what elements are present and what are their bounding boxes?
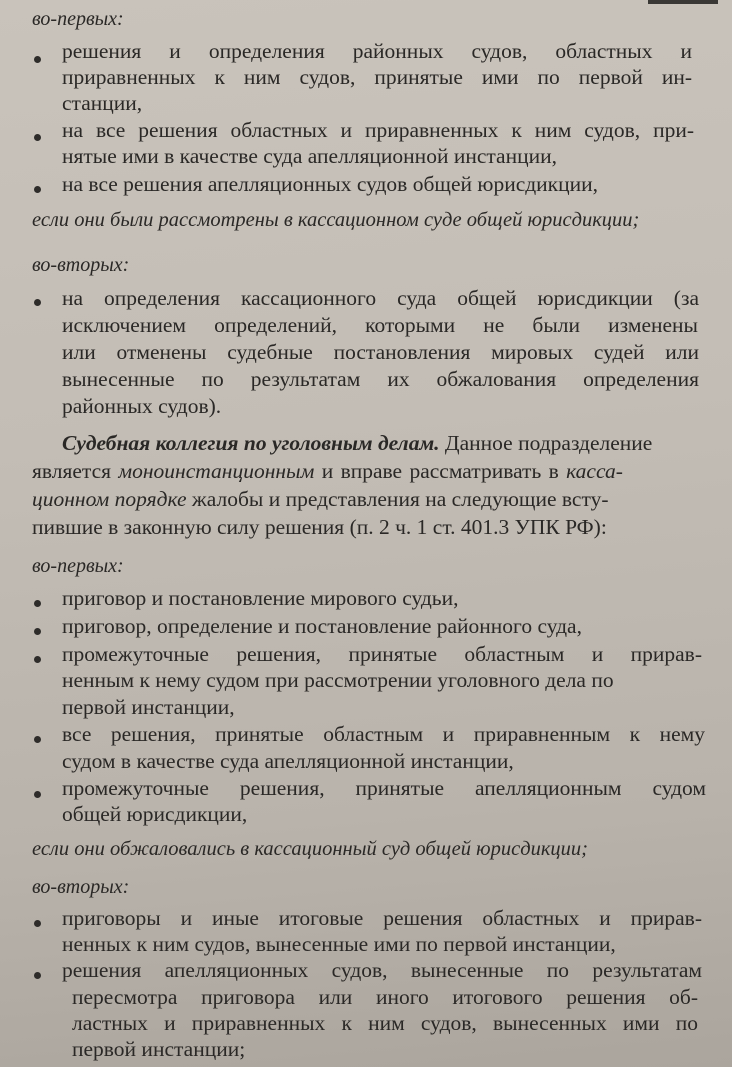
list-item-line: районных судов). bbox=[62, 394, 222, 418]
list-item-line: первой инстанции, bbox=[62, 695, 235, 719]
list-item-line: на все решения апелляционных судов общей юрисдикции, bbox=[62, 172, 599, 196]
section-heading: во-вторых: bbox=[32, 254, 130, 276]
bullet-icon bbox=[34, 600, 41, 607]
list-item-line: ластных и приравненных к ним судов, вынесенных ими по bbox=[72, 1011, 698, 1035]
list-item-line: исключением определений, которыми не были изменены bbox=[62, 313, 698, 337]
bullet-icon bbox=[34, 628, 41, 635]
list-item-line: приговоры и иные итоговые решения областных и прирав- bbox=[62, 906, 702, 930]
bullet-icon bbox=[34, 920, 41, 927]
bullet-icon bbox=[34, 656, 41, 663]
paragraph-line: Судебная коллегия по уголовным делам. Данное подразделение bbox=[62, 431, 653, 455]
list-item-line: приравненных к ним судов, принятые ими по первой ин- bbox=[62, 65, 692, 89]
conclusion-text: если они были рассмотрены в кассационном суде общей юрисдикции; bbox=[32, 209, 640, 231]
paragraph-line: пившие в законную силу решения (п. 2 ч. 1 ст. 401.3 УПК РФ): bbox=[32, 515, 607, 539]
list-item-line: на определения кассационного суда общей юрисдикции (за bbox=[62, 286, 699, 310]
list-item-line: ненным к нему судом при рассмотрении уголовного дела по bbox=[62, 668, 614, 692]
bullet-icon bbox=[34, 56, 41, 63]
list-item-line: все решения, принятые областным и приравненным к нему bbox=[62, 722, 705, 746]
list-item-line: или отменены судебные постановления мировых судей или bbox=[62, 340, 699, 364]
paragraph-line: является моноинстанционным и вправе рассматривать в касса- bbox=[32, 459, 623, 483]
list-item-line: ненных к ним судов, вынесенные ими по первой инстанции, bbox=[62, 932, 616, 956]
list-item-line: станции, bbox=[62, 91, 143, 115]
section-heading: во-вторых: bbox=[32, 876, 130, 898]
list-item-line: промежуточные решения, принятые апелляционным судом bbox=[62, 776, 706, 800]
page-edge-mark bbox=[648, 0, 718, 4]
list-item-line: вынесенные по результатам их обжалования определения bbox=[62, 367, 699, 391]
list-item-line: нятые ими в качестве суда апелляционной инстанции, bbox=[62, 144, 557, 168]
list-item-line: решения и определения районных судов, областных и bbox=[62, 39, 692, 63]
bullet-icon bbox=[34, 791, 41, 798]
list-item-line: приговор и постановление мирового судьи, bbox=[62, 586, 459, 610]
section-title: Судебная коллегия по уголовным делам. bbox=[62, 431, 440, 455]
list-item-line: общей юрисдикции, bbox=[62, 802, 248, 826]
list-item-line: решения апелляционных судов, вынесенные по результатам bbox=[62, 958, 702, 982]
list-item-line: судом в качестве суда апелляционной инстанции, bbox=[62, 749, 514, 773]
list-item-line: промежуточные решения, принятые областным и прирав- bbox=[62, 642, 702, 666]
section-heading: во-первых: bbox=[32, 555, 124, 577]
bullet-icon bbox=[34, 972, 41, 979]
conclusion-text: если они обжаловались в кассационный суд общей юрисдикции; bbox=[32, 838, 588, 860]
list-item-line: на все решения областных и приравненных к ним судов, при- bbox=[62, 118, 694, 142]
bullet-icon bbox=[34, 186, 41, 193]
list-item-line: первой инстанции; bbox=[72, 1037, 246, 1061]
list-item-line: приговор, определение и постановление районного суда, bbox=[62, 614, 582, 638]
list-item-line: пересмотра приговора или иного итогового решения об- bbox=[72, 985, 698, 1009]
bullet-icon bbox=[34, 299, 41, 306]
section-heading: во-первых: bbox=[32, 8, 124, 30]
bullet-icon bbox=[34, 736, 41, 743]
bullet-icon bbox=[34, 134, 41, 141]
paragraph-line: ционном порядке жалобы и представления на следующие всту- bbox=[32, 487, 609, 511]
